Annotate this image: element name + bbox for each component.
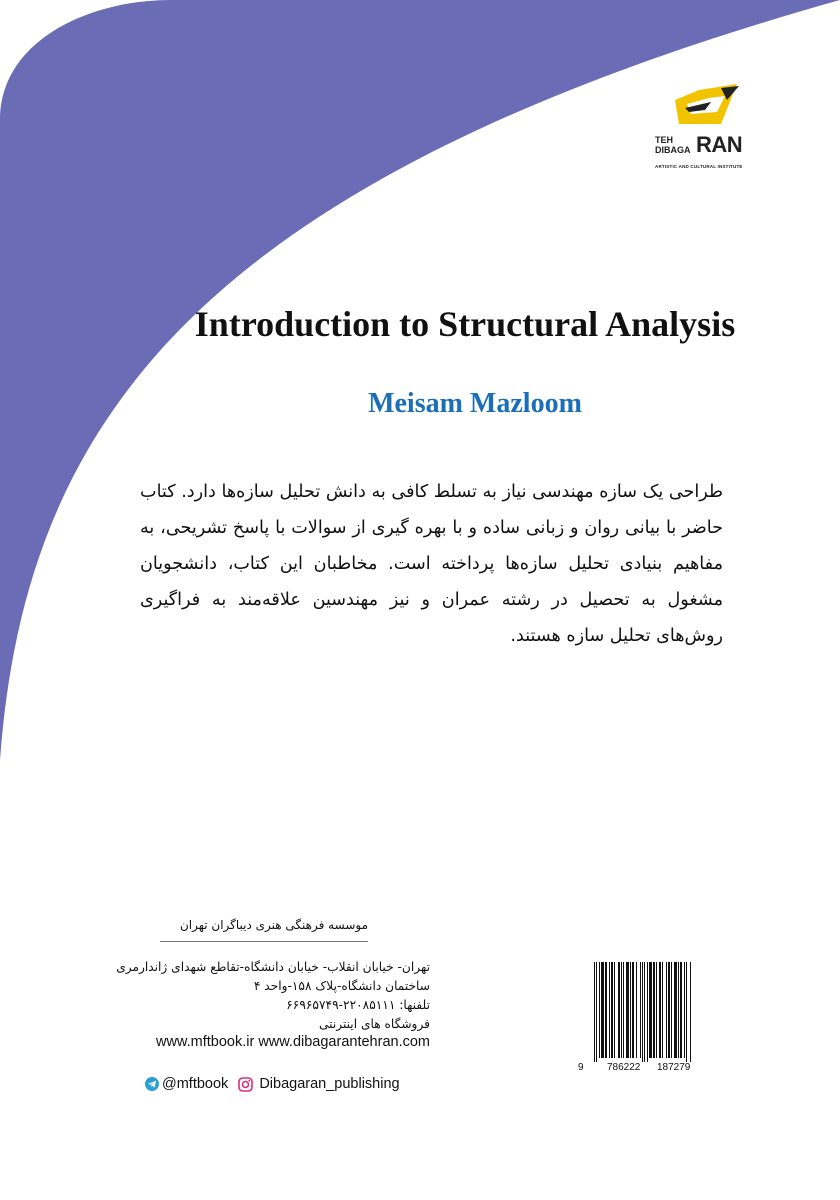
logo-wordmark — [655, 134, 755, 160]
barcode-bar — [605, 962, 607, 1058]
barcode-bar — [686, 962, 687, 1062]
barcode-digits-right: 187279 — [657, 1062, 691, 1073]
social-links — [145, 1074, 400, 1094]
phone-line: تلفنها: ۲۲۰۸۵۱۱۱-۶۶۹۶۵۷۴۹ — [286, 998, 430, 1012]
instagram-icon — [238, 1077, 253, 1092]
logo-text-small-top: TEH — [655, 135, 673, 145]
barcode-bar — [678, 962, 679, 1058]
barcode-bars — [578, 962, 708, 1062]
barcode-bar — [623, 962, 624, 1058]
barcode-bar — [680, 962, 682, 1058]
publisher-divider — [160, 941, 368, 942]
barcode-bar — [596, 962, 597, 1062]
address-line: تهران- خیابان انقلاب- خیابان دانشگاه-تقاطع شهدای ژاندارمری — [116, 960, 430, 974]
barcode-bar — [656, 962, 657, 1058]
barcode-bar — [632, 962, 634, 1058]
barcode-bar — [614, 962, 615, 1058]
barcode-bar — [666, 962, 667, 1058]
barcode-bar — [653, 962, 655, 1058]
barcode-digits-left: 786222 — [607, 1062, 641, 1073]
barcode-bar — [621, 962, 622, 1058]
logo-mark-icon — [669, 78, 741, 130]
barcode-bar — [611, 962, 613, 1058]
barcode-bar — [636, 962, 637, 1058]
barcode-bar — [644, 962, 645, 1062]
book-title: Introduction to Structural Analysis — [194, 304, 736, 344]
logo-text-big: RAN — [696, 132, 743, 157]
barcode-bar — [618, 962, 620, 1058]
barcode-bar — [599, 962, 600, 1058]
barcode-bar — [609, 962, 610, 1058]
barcode-bar — [642, 962, 643, 1062]
barcode-bar — [674, 962, 677, 1058]
barcode-bar — [647, 962, 648, 1062]
barcode-bar — [662, 962, 663, 1058]
barcode-bar — [601, 962, 604, 1058]
barcode-bar — [690, 962, 691, 1062]
barcode-bar — [649, 962, 652, 1058]
isbn-barcode — [578, 962, 708, 1082]
publisher-logo — [655, 78, 755, 170]
online-stores-label: فروشگاه های اینترنتی — [319, 1017, 430, 1031]
telegram-icon — [145, 1077, 159, 1091]
logo-tagline: ARTISTIC AND CULTURAL INSTITUTE — [655, 164, 743, 169]
website-links[interactable]: www.mftbook.ir www.dibagarantehran.com — [155, 1034, 430, 1050]
address-line: ساختمان دانشگاه-پلاک ۱۵۸-واحد ۴ — [253, 979, 430, 993]
publisher-name: موسسه فرهنگی هنری دیباگران تهران — [179, 918, 368, 932]
book-description: طراحی یک سازه مهندسی نیاز به تسلط کافی به دانش تحلیل سازه‌ها دارد. کتاب حاضر با بیانی روان و زبانی ساده و با بهره گیری از سوالات با پاسخ تشریحی، به مفاهیم بنیادی تحلیل سازه‌ها پرداخته است. مخاطبان این کتاب، دانشجویان مشغول به تحصیل در رشته عمران و نیز مهندسین علاقه‌مند به فراگیری روش‌های تحلیل سازه هستند. — [140, 482, 723, 646]
telegram-handle[interactable]: @mftbook — [162, 1076, 229, 1092]
barcode-bar — [668, 962, 670, 1058]
instagram-handle[interactable]: Dibagaran_publishing — [259, 1076, 400, 1092]
barcode-bar — [626, 962, 629, 1058]
barcode-bar — [659, 962, 661, 1058]
barcode-bar — [640, 962, 641, 1058]
logo-text-small-bottom: DIBAGA — [655, 145, 691, 155]
barcode-bar — [630, 962, 631, 1058]
barcode-digit-first: 9 — [578, 1062, 584, 1073]
book-author: Meisam Mazloom — [368, 388, 582, 419]
barcode-bar — [671, 962, 672, 1058]
barcode-bar — [594, 962, 595, 1062]
publisher-address — [80, 958, 430, 1034]
barcode-bar — [684, 962, 685, 1058]
